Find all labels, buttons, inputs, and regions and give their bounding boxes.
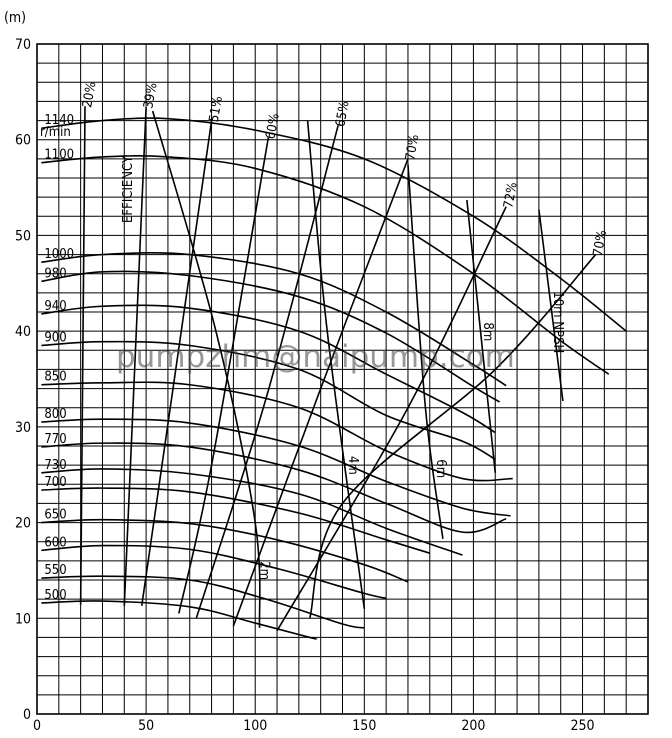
efficiency-curve-label: 70% <box>403 133 423 162</box>
speed-curve-label: 550 <box>44 563 67 579</box>
speed-curve-label: 940 <box>44 298 67 314</box>
speed-curve-label: 700 <box>44 475 67 491</box>
speed-curve-label: 1000 <box>44 247 75 263</box>
speed-curve-label: 770 <box>44 431 67 447</box>
speed-curve-500 <box>41 601 316 639</box>
speed-curve-label: 650 <box>44 507 67 523</box>
npsh-curve-label: 4m <box>344 455 360 475</box>
efficiency-curve-label: 39% <box>141 81 161 110</box>
y-tick-label: 20 <box>14 515 31 532</box>
efficiency-curve-label: 70% <box>590 229 611 258</box>
x-tick-label: 200 <box>461 718 486 734</box>
speed-curve-label: 900 <box>44 330 67 346</box>
x-tick-label: 50 <box>138 718 155 734</box>
y-tick-label: 60 <box>14 132 31 149</box>
y-tick-label: 30 <box>14 419 31 436</box>
watermark-text: pumpzhm@naipump.com <box>116 339 515 375</box>
speed-curve-label: 850 <box>44 369 67 385</box>
speed-curve-label: 1140 <box>44 113 75 129</box>
speed-curve-label: 800 <box>44 407 67 423</box>
chart-grid <box>37 44 648 714</box>
efficiency-curve-label: 51% <box>206 95 227 124</box>
x-tick-label: 250 <box>570 718 595 734</box>
speed-curve-label: 980 <box>44 266 67 282</box>
speed-curve-label: 730 <box>44 457 67 473</box>
speed-curve-label: 500 <box>44 587 67 603</box>
y-tick-label: 0 <box>22 707 31 723</box>
x-tick-label: 0 <box>32 718 42 734</box>
efficiency-curve-label: 65% <box>333 99 353 129</box>
npsh-curve-label: 10m NPSH <box>549 291 565 354</box>
efficiency-curve-label: 60% <box>263 112 283 141</box>
x-tick-label: 100 <box>243 718 268 734</box>
speed-curve-label: 1100 <box>44 147 75 163</box>
speed-curve-label: 600 <box>44 535 67 551</box>
y-tick-label: 40 <box>14 324 31 341</box>
y-tick-label: 10 <box>14 611 31 628</box>
npsh-curve-label: 6m <box>433 459 449 479</box>
speed-curve-550 <box>41 576 364 628</box>
npsh-curve-label: 2m <box>256 561 272 581</box>
efficiency-axis-label: EFFICIENCY <box>121 155 136 223</box>
y-axis-unit-label: (m) <box>4 10 27 26</box>
x-tick-label: 150 <box>352 718 377 734</box>
y-tick-label: 70 <box>14 37 31 53</box>
speed-curve-600 <box>41 546 386 599</box>
npsh-curve-label: 8m <box>480 322 496 342</box>
efficiency-curve-label: 20% <box>80 80 100 109</box>
efficiency-curve-label: 72% <box>501 181 521 210</box>
y-tick-label: 50 <box>14 228 31 245</box>
efficiency-curve <box>277 207 506 631</box>
speed-unit-label: r/min <box>40 125 71 140</box>
efficiency-curve <box>81 106 85 605</box>
